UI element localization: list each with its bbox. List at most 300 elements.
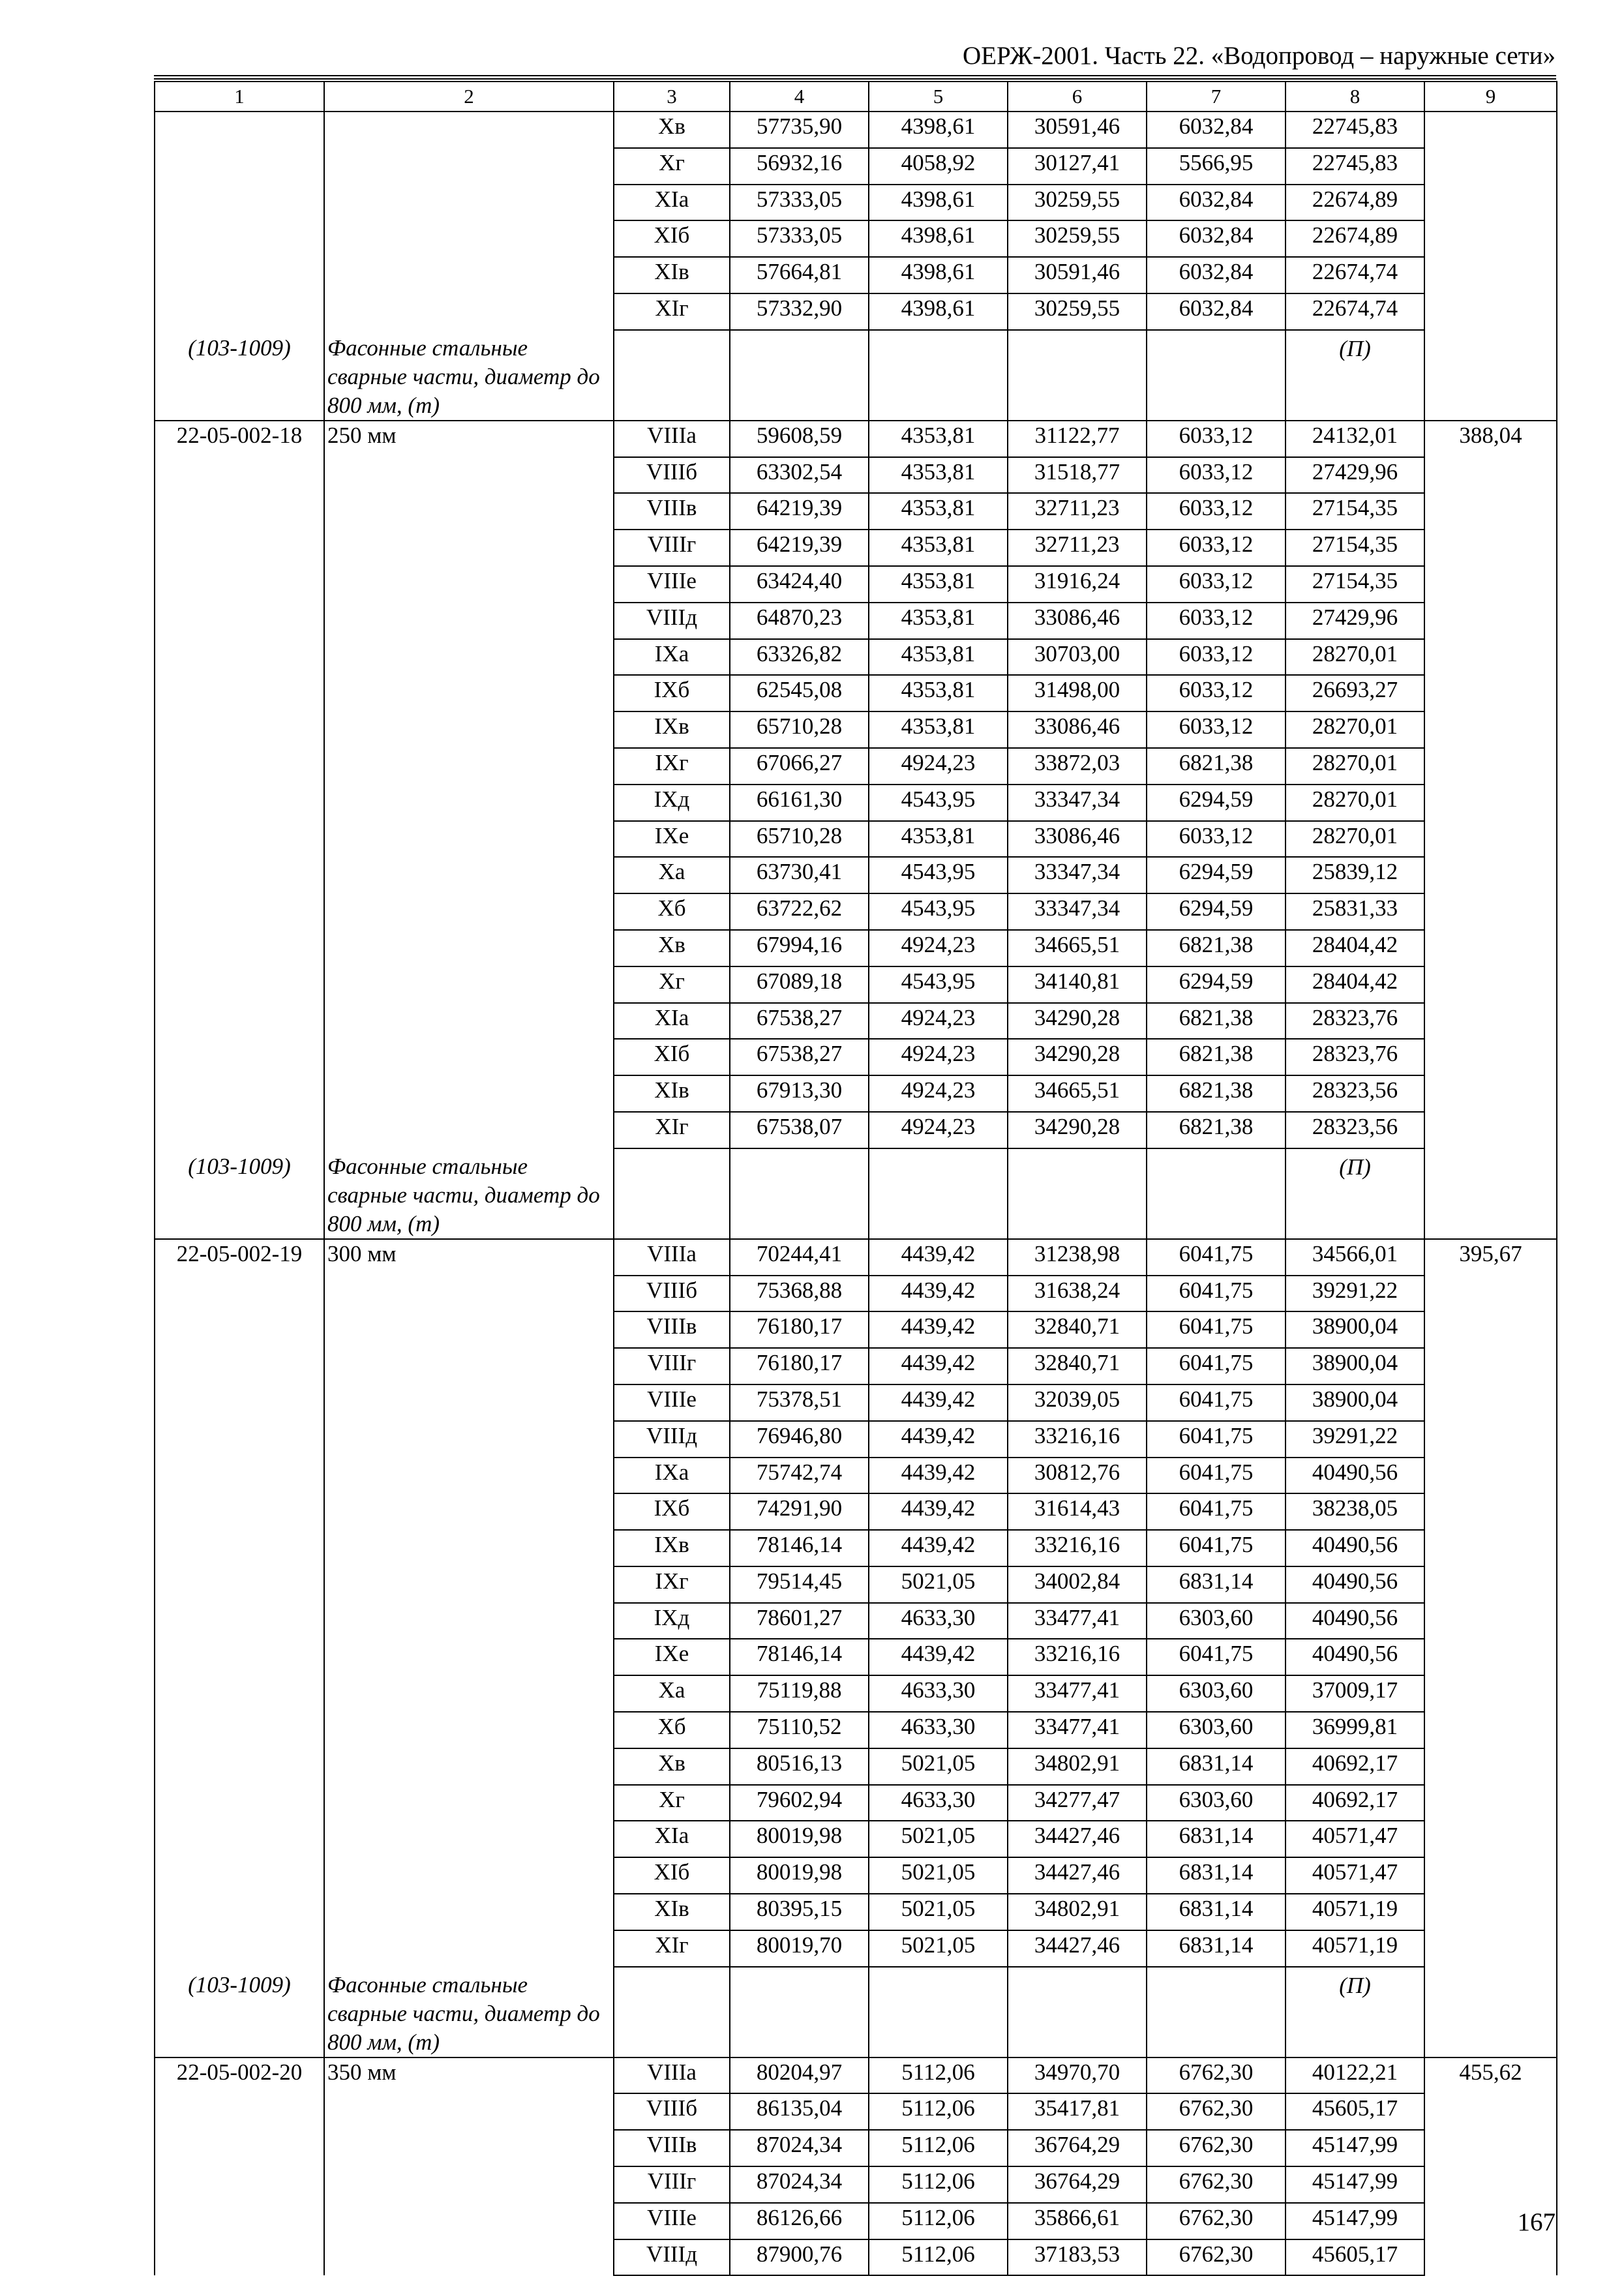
total-cost-cell: 80204,97 [730,2057,869,2094]
machinists-wages-cell: 6032,84 [1147,293,1286,330]
total-cost-cell: 87900,76 [730,2239,869,2276]
code-cell [155,1276,324,1312]
machines-cell: 34427,46 [1008,1857,1147,1894]
machinists-wages-cell: 6041,75 [1147,1348,1286,1384]
zone-cell: VIIIе [614,2203,730,2239]
code-cell [155,185,324,221]
machinists-wages-cell: 6032,84 [1147,220,1286,257]
labor-cell [1424,785,1557,821]
name-cell [324,1566,614,1603]
table-row [155,1857,1557,1894]
machines-cell: 33347,34 [1008,857,1147,893]
wages-cell: 4439,42 [869,1493,1008,1530]
wages-cell: 4353,81 [869,493,1008,530]
machines-cell: 34802,91 [1008,1894,1147,1930]
name-cell: 300 мм [324,1239,614,1276]
machinists-wages-cell: 6831,14 [1147,1857,1286,1894]
wages-cell: 4398,61 [869,185,1008,221]
material-description: Фасонные стальные сварные части, диаметр до 800 мм, (т) [324,1967,614,2057]
empty-cell [1008,1148,1147,1239]
name-cell [324,1930,614,1967]
machinists-wages-cell: 6762,30 [1147,2057,1286,2094]
materials-cell: 22674,89 [1286,220,1424,257]
zone-cell: VIIIа [614,1239,730,1276]
machinists-wages-cell: 6041,75 [1147,1311,1286,1348]
zone-cell: XIв [614,257,730,293]
materials-cell: 45147,99 [1286,2203,1424,2239]
empty-cell [1147,1148,1286,1239]
header-rule [154,75,1556,76]
machines-cell: 30591,46 [1008,112,1147,148]
materials-cell: 27154,35 [1286,530,1424,566]
zone-cell: VIIIб [614,457,730,494]
code-cell [155,1748,324,1785]
code-cell [155,1530,324,1566]
labor-cell [1424,457,1557,494]
material-note-row [155,1967,1557,2057]
code-cell [155,2093,324,2130]
name-cell [324,257,614,293]
empty-cell [614,1148,730,1239]
code-cell [155,1003,324,1040]
zone-cell: Хг [614,966,730,1003]
labor-cell [1424,1785,1557,1821]
labor-cell [1424,2239,1557,2276]
wages-cell: 4439,42 [869,1530,1008,1566]
zone-cell: Хв [614,930,730,966]
wages-cell: 4439,42 [869,1384,1008,1421]
machinists-wages-cell: 6831,14 [1147,1821,1286,1857]
name-cell: 350 мм [324,2057,614,2094]
name-cell [324,1748,614,1785]
code-cell [155,1075,324,1112]
materials-cell: 45147,99 [1286,2166,1424,2203]
zone-cell: VIIIд [614,1421,730,1458]
labor-cell [1424,930,1557,966]
machinists-wages-cell: 6303,60 [1147,1603,1286,1639]
wages-cell: 4398,61 [869,293,1008,330]
table-row [155,603,1557,639]
materials-cell: 40571,19 [1286,1894,1424,1930]
labor-cell [1424,1675,1557,1712]
column-number: 9 [1424,82,1557,112]
empty-cell [614,1967,730,2057]
name-cell [324,2166,614,2203]
materials-cell: 27154,35 [1286,493,1424,530]
table-row [155,1603,1557,1639]
table-row [155,748,1557,785]
code-cell [155,966,324,1003]
zone-cell: XIг [614,1112,730,1148]
materials-cell: 40571,47 [1286,1857,1424,1894]
machines-cell: 31638,24 [1008,1276,1147,1312]
zone-cell: IXв [614,1530,730,1566]
rates-table-body [155,82,1557,2275]
name-cell [324,1075,614,1112]
zone-cell: XIг [614,1930,730,1967]
wages-cell: 4353,81 [869,711,1008,748]
machines-cell: 35866,61 [1008,2203,1147,2239]
code-cell [155,785,324,821]
machines-cell: 34290,28 [1008,1003,1147,1040]
zone-cell: VIIIв [614,2130,730,2166]
labor-cell [1424,1821,1557,1857]
name-cell [324,1458,614,1494]
machines-cell: 34665,51 [1008,930,1147,966]
machines-cell: 34970,70 [1008,2057,1147,2094]
total-cost-cell: 75368,88 [730,1276,869,1312]
column-number: 4 [730,82,869,112]
labor-cell [1424,530,1557,566]
machines-cell: 31498,00 [1008,675,1147,711]
machines-cell: 36764,29 [1008,2166,1147,2203]
code-cell [155,1493,324,1530]
zone-cell: XIв [614,1894,730,1930]
zone-cell: VIIIб [614,1276,730,1312]
empty-cell [1424,1148,1557,1239]
total-cost-cell: 74291,90 [730,1493,869,1530]
name-cell [324,148,614,185]
table-row [155,1039,1557,1075]
empty-cell [730,1148,869,1239]
wages-cell: 5021,05 [869,1857,1008,1894]
name-cell [324,220,614,257]
name-cell [324,1311,614,1348]
total-cost-cell: 63722,62 [730,893,869,930]
machines-cell: 30127,41 [1008,148,1147,185]
machines-cell: 33086,46 [1008,603,1147,639]
machinists-wages-cell: 6033,12 [1147,639,1286,676]
empty-cell [614,330,730,421]
name-cell [324,1894,614,1930]
zone-cell: IXе [614,1639,730,1675]
zone-cell: Хв [614,112,730,148]
code-cell [155,1311,324,1348]
header-rule-second [154,78,1556,80]
machinists-wages-cell: 6041,75 [1147,1493,1286,1530]
labor-cell [1424,293,1557,330]
zone-cell: VIIIв [614,1311,730,1348]
zone-cell: IXг [614,748,730,785]
machinists-wages-cell: 6762,30 [1147,2239,1286,2276]
machines-cell: 30591,46 [1008,257,1147,293]
total-cost-cell: 64219,39 [730,493,869,530]
wages-cell: 5112,06 [869,2166,1008,2203]
total-cost-cell: 63730,41 [730,857,869,893]
table-row [155,1311,1557,1348]
code-cell [155,220,324,257]
machines-cell: 34140,81 [1008,966,1147,1003]
table-row [155,185,1557,221]
code-cell: 22-05-002-19 [155,1239,324,1276]
labor-cell [1424,675,1557,711]
labor-cell [1424,1311,1557,1348]
code-cell [155,148,324,185]
code-cell [155,1566,324,1603]
zone-cell: VIIIб [614,2093,730,2130]
materials-cell: 22674,89 [1286,185,1424,221]
total-cost-cell: 64870,23 [730,603,869,639]
name-cell [324,893,614,930]
table-row [155,220,1557,257]
machines-cell: 30812,76 [1008,1458,1147,1494]
materials-cell: 38900,04 [1286,1348,1424,1384]
column-number: 8 [1286,82,1424,112]
total-cost-cell: 67066,27 [730,748,869,785]
table-row [155,1112,1557,1148]
wages-cell: 4543,95 [869,785,1008,821]
table-row [155,2203,1557,2239]
total-cost-cell: 67538,27 [730,1003,869,1040]
wages-cell: 4924,23 [869,1039,1008,1075]
labor-cell [1424,1603,1557,1639]
machinists-wages-cell: 5566,95 [1147,148,1286,185]
machines-cell: 33477,41 [1008,1675,1147,1712]
total-cost-cell: 76180,17 [730,1348,869,1384]
total-cost-cell: 67538,07 [730,1112,869,1148]
labor-cell [1424,603,1557,639]
materials-cell: 40490,56 [1286,1603,1424,1639]
machines-cell: 30703,00 [1008,639,1147,676]
code-cell [155,2166,324,2203]
wages-cell: 4633,30 [869,1785,1008,1821]
table-row [155,1930,1557,1967]
wages-cell: 4543,95 [869,857,1008,893]
materials-cell: 38900,04 [1286,1311,1424,1348]
wages-cell: 4633,30 [869,1675,1008,1712]
total-cost-cell: 57333,05 [730,220,869,257]
labor-cell [1424,1748,1557,1785]
labor-cell [1424,2166,1557,2203]
machinists-wages-cell: 6041,75 [1147,1239,1286,1276]
machinists-wages-cell: 6033,12 [1147,530,1286,566]
table-row [155,2057,1557,2094]
wages-cell: 4633,30 [869,1712,1008,1748]
labor-cell [1424,2130,1557,2166]
column-number: 7 [1147,82,1286,112]
zone-cell: VIIIг [614,1348,730,1384]
zone-cell: Хг [614,148,730,185]
material-mark: (П) [1286,330,1424,421]
total-cost-cell: 67913,30 [730,1075,869,1112]
labor-cell [1424,185,1557,221]
machinists-wages-cell: 6041,75 [1147,1421,1286,1458]
material-note-row [155,1148,1557,1239]
total-cost-cell: 76946,80 [730,1421,869,1458]
materials-cell: 27154,35 [1286,566,1424,603]
materials-cell: 28323,56 [1286,1112,1424,1148]
column-number: 3 [614,82,730,112]
machines-cell: 30259,55 [1008,185,1147,221]
table-row [155,2239,1557,2276]
materials-cell: 36999,81 [1286,1712,1424,1748]
name-cell [324,1276,614,1312]
machinists-wages-cell: 6033,12 [1147,711,1286,748]
machinists-wages-cell: 6762,30 [1147,2093,1286,2130]
code-cell [155,1930,324,1967]
table-row [155,2093,1557,2130]
table-row [155,1675,1557,1712]
total-cost-cell: 63302,54 [730,457,869,494]
machinists-wages-cell: 6294,59 [1147,893,1286,930]
machinists-wages-cell: 6041,75 [1147,1384,1286,1421]
materials-cell: 25831,33 [1286,893,1424,930]
total-cost-cell: 75378,51 [730,1384,869,1421]
code-cell [155,1675,324,1712]
name-cell [324,675,614,711]
machinists-wages-cell: 6032,84 [1147,185,1286,221]
materials-cell: 22674,74 [1286,293,1424,330]
zone-cell: IXв [614,711,730,748]
total-cost-cell: 79602,94 [730,1785,869,1821]
materials-cell: 40122,21 [1286,2057,1424,2094]
name-cell [324,603,614,639]
total-cost-cell: 67994,16 [730,930,869,966]
code-cell [155,1458,324,1494]
table-row [155,2166,1557,2203]
materials-cell: 28323,76 [1286,1039,1424,1075]
name-cell [324,1493,614,1530]
table-row [155,530,1557,566]
labor-cell [1424,748,1557,785]
labor-cell [1424,966,1557,1003]
total-cost-cell: 63424,40 [730,566,869,603]
labor-cell [1424,893,1557,930]
name-cell [324,185,614,221]
table-row [155,930,1557,966]
zone-cell: XIа [614,1003,730,1040]
zone-cell: XIб [614,1039,730,1075]
table-row [155,1821,1557,1857]
machines-cell: 33216,16 [1008,1639,1147,1675]
materials-cell: 27429,96 [1286,603,1424,639]
machines-cell: 34277,47 [1008,1785,1147,1821]
empty-cell [869,330,1008,421]
code-cell [155,2130,324,2166]
labor-cell [1424,1039,1557,1075]
empty-cell [1424,330,1557,421]
labor-cell [1424,1075,1557,1112]
wages-cell: 4398,61 [869,112,1008,148]
machines-cell: 37183,53 [1008,2239,1147,2276]
table-row [155,566,1557,603]
total-cost-cell: 79514,45 [730,1566,869,1603]
labor-cell [1424,1894,1557,1930]
materials-cell: 40571,19 [1286,1930,1424,1967]
machinists-wages-cell: 6041,75 [1147,1530,1286,1566]
machines-cell: 36764,29 [1008,2130,1147,2166]
material-mark: (П) [1286,1967,1424,2057]
labor-cell [1424,711,1557,748]
table-row [155,1003,1557,1040]
code-cell [155,603,324,639]
wages-cell: 4439,42 [869,1458,1008,1494]
table-row [155,1276,1557,1312]
table-row [155,821,1557,858]
materials-cell: 39291,22 [1286,1276,1424,1312]
table-row [155,1421,1557,1458]
wages-cell: 5021,05 [869,1894,1008,1930]
machines-cell: 33347,34 [1008,893,1147,930]
page-number: 167 [1517,2208,1556,2236]
machinists-wages-cell: 6032,84 [1147,112,1286,148]
wages-cell: 4353,81 [869,566,1008,603]
code-cell [155,257,324,293]
zone-cell: VIIIе [614,566,730,603]
wages-cell: 5021,05 [869,1566,1008,1603]
machines-cell: 34290,28 [1008,1039,1147,1075]
column-number: 1 [155,82,324,112]
table-row [155,1384,1557,1421]
zone-cell: XIг [614,293,730,330]
empty-cell [869,1967,1008,2057]
total-cost-cell: 78146,14 [730,1639,869,1675]
wages-cell: 5112,06 [869,2239,1008,2276]
table-row [155,857,1557,893]
machines-cell: 32840,71 [1008,1348,1147,1384]
code-cell [155,112,324,148]
zone-cell: Ха [614,857,730,893]
wages-cell: 5021,05 [869,1748,1008,1785]
total-cost-cell: 87024,34 [730,2130,869,2166]
material-code: (103-1009) [155,1967,324,2057]
zone-cell: VIIIа [614,2057,730,2094]
name-cell [324,493,614,530]
column-number: 6 [1008,82,1147,112]
code-cell [155,1712,324,1748]
zone-cell: XIа [614,1821,730,1857]
name-cell [324,785,614,821]
zone-cell: XIа [614,185,730,221]
materials-cell: 28404,42 [1286,966,1424,1003]
zone-cell: VIIIд [614,2239,730,2276]
wages-cell: 4543,95 [869,893,1008,930]
name-cell [324,2093,614,2130]
machinists-wages-cell: 6033,12 [1147,603,1286,639]
name-cell [324,1712,614,1748]
code-cell: 22-05-002-18 [155,421,324,457]
materials-cell: 28323,76 [1286,1003,1424,1040]
code-cell [155,2239,324,2276]
total-cost-cell: 78601,27 [730,1603,869,1639]
name-cell [324,966,614,1003]
labor-cell [1424,1421,1557,1458]
column-number: 5 [869,82,1008,112]
name-cell [324,293,614,330]
machines-cell: 34290,28 [1008,1112,1147,1148]
zone-cell: Ха [614,1675,730,1712]
machines-cell: 34427,46 [1008,1821,1147,1857]
total-cost-cell: 76180,17 [730,1311,869,1348]
machines-cell: 32039,05 [1008,1384,1147,1421]
wages-cell: 4353,81 [869,675,1008,711]
zone-cell: IXб [614,1493,730,1530]
total-cost-cell: 86126,66 [730,2203,869,2239]
materials-cell: 28270,01 [1286,748,1424,785]
name-cell [324,457,614,494]
name-cell [324,1039,614,1075]
machines-cell: 33477,41 [1008,1712,1147,1748]
machinists-wages-cell: 6294,59 [1147,785,1286,821]
labor-cell [1424,2093,1557,2130]
material-code: (103-1009) [155,1148,324,1239]
machines-cell: 30259,55 [1008,293,1147,330]
machinists-wages-cell: 6033,12 [1147,421,1286,457]
table-row [155,1239,1557,1276]
table-row [155,1075,1557,1112]
machinists-wages-cell: 6821,38 [1147,1075,1286,1112]
column-number-row [155,82,1557,112]
